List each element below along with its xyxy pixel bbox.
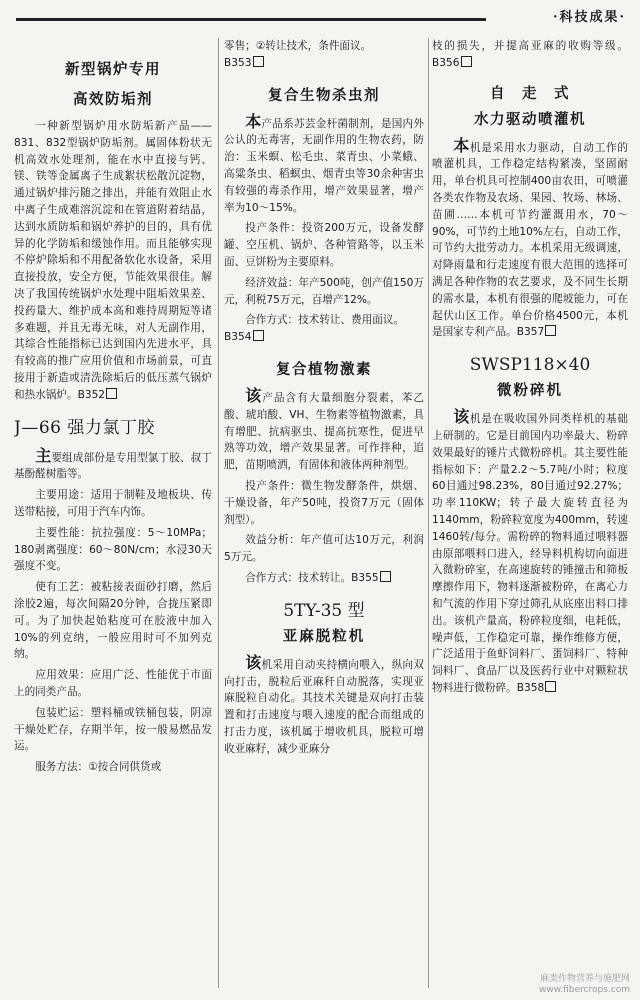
paragraph: 投产条件：投资200万元，设备发酵罐、空压机、锅炉、各种管路等，以玉米面、豆饼粉为主要原料。	[224, 222, 424, 268]
drop-cap: 主	[35, 445, 52, 465]
paragraph	[224, 652, 424, 758]
article-chloroprene-glue	[14, 418, 212, 776]
paragraph-text: 机是在吸收国外同类样机的基础上研制的。它是目前国内功率最大、粉碎效果最好的锤片式微粉碎机。其主要性能指标如下：产量2.2～5.7吨/小时；粒度60目通过98.23%，80目通过92.27%；功率110KW；转子最大旋转直径为1140mm，粉碎粒宽度为400mm，转速1460转/每分。需粉碎的物料通过喂料器由原部喂料口进入，经导料机构切向面进入微粉碎室，在高速旋转的锤撞击和筛板摩擦作用下，物料逐渐被粉碎，在离心力和气流的作用下穿过筛孔从底座出料口排出。该机产量高，粉碎粒度细，电耗低，噪声低，工作稳定可靠，操作维修方便，广泛适用于鱼虾饲料厂、蛋饲料厂、特种饲料厂、食品厂以及医药行业中对颗粒状物料进行微粉碎。	[432, 413, 628, 694]
column-divider	[428, 38, 429, 988]
paragraph: 效益分析：年产值可达10万元，利润5万元。	[224, 534, 424, 564]
article-code: B353	[224, 56, 252, 69]
article-title: 复合植物激素	[276, 360, 372, 378]
column-divider	[218, 38, 219, 988]
article-antiscale-agent	[14, 60, 212, 404]
watermark-line-2: www.fibercrops.com	[539, 985, 630, 995]
article-code: B354	[224, 331, 252, 344]
article-sprinkler	[432, 84, 628, 342]
paragraph: 包装贮运：塑料桶或铁桶包装，阴凉干燥处贮存，存期半年，按一般易燃品发运。	[14, 706, 212, 753]
drop-cap: 该	[245, 385, 263, 405]
paragraph: 经济效益：年产500吨，创产值150万元，利税75万元，百增产12%。	[224, 276, 424, 306]
paragraph	[224, 312, 424, 346]
paragraph	[432, 135, 628, 342]
model-number: SWSP118×40	[469, 355, 591, 376]
paragraph: 应用效果：应用广泛、性能优于市面上的同类产品。	[14, 669, 212, 698]
watermark-line-1: 麻类作物营养与施肥网	[539, 974, 630, 984]
article-plant-hormone	[224, 360, 424, 587]
continued-text	[432, 38, 628, 72]
article-bio-insecticide	[224, 86, 424, 346]
column-2	[224, 38, 424, 988]
article-code: B352	[77, 388, 106, 401]
title-line-2: 水力驱动喷灌机	[474, 110, 586, 128]
paragraph-text: 枝的损失，并提高亚麻的收购等级。	[432, 40, 628, 52]
end-box	[106, 388, 117, 399]
article-title	[14, 60, 212, 110]
paragraph-text: 要组成部份是专用型氯丁胶、叔丁基酚醛树脂等。	[14, 451, 212, 481]
column-3	[432, 38, 628, 988]
end-box	[253, 330, 264, 341]
title-line-2: 高效防垢剂	[73, 91, 153, 108]
title-line-1: 自 走 式	[490, 84, 570, 102]
paragraph-text: 零售；②转让技术，条件面议。	[224, 40, 372, 52]
article-title: 复合生物杀虫剂	[268, 86, 380, 104]
paragraph-text: 机采用自动夹持横向喂入，纵向双向打击，脱粒后亚麻秆自动脱落，实现亚麻脱粒自动化。其技术关键是双向打击装置和打击速度与喂入速度的配合而组成的打击力度，该机属于增收机具，脱粒可增收亚麻籽，减少亚麻分	[224, 658, 424, 755]
model-number: 5TY-35 型	[283, 600, 365, 621]
article-code: B358	[516, 681, 545, 694]
article-flax-thresher	[224, 601, 424, 758]
title-line: 亚麻脱粒机	[282, 627, 366, 645]
paragraph-text: 产品系苏芸金杆菌制剂，是国内外公认的无毒害，无副作用的生物农药，防治：玉米螟、松毛虫、菜青虫、小菜蛾、高粱条虫、稻螟虫、烟青虫等30余种害虫有较强的毒杀作用，增产效果显著，增产率为10～15%。	[224, 117, 424, 214]
end-box	[253, 56, 264, 67]
article-code: B357	[516, 326, 545, 339]
paragraph-text: 机是采用水力驱动，自动工作的喷灌机具，工作稳定结构紧凑，坚固耐用，单台机具可控制400亩农田，可喷灌各类农作物及农场、果园、牧场、林场、苗圃……本机可节约灌溉用水，70～90%，可节约土地10%左右，自动工作，可节约大批劳动力。本机采用无级调速，对降雨量和行走速度有很大范围的选择可满足各种作物的农艺要求，及不同生长期的需水量，本机有很强的爬坡能力，可在起伏山区工作。单台价格4500元，本机是国家专利产品。	[432, 141, 628, 339]
paragraph	[224, 385, 424, 474]
paragraph: 一种新型锅炉用水防垢新产品——831、832型锅炉防垢剂。属固体粉状无机高效水处理剂，能在水中直接与钙、镁、铁等金属离子生成絮状松散沉淀物，通过锅炉排污随之排出，并能有效阻止水中离子生成难溶沉淀和在管道附着结晶，达到水质防垢和锅炉养护的目的，具有优异的化学防垢和缓蚀作用。而且能够实现不停炉除垢和不用配备软化水设备，采用直接投放，安全方便，节能效果很佳。解决了我国传统锅炉水处理中阻垢效果差、投药量大、维护成本高和难持周期短等诸多难题，并且无毒无味，对人无副作用，其综合性能指标已达到国内先进水平，具有较高的推广应用价值和市场前景，可直接用于新造或清洗除垢后的低压蒸气锅炉和热水锅炉。	[14, 120, 212, 401]
drop-cap: 该	[453, 407, 470, 427]
end-box	[545, 325, 556, 336]
end-box	[380, 571, 391, 582]
continued-text	[224, 38, 424, 72]
paragraph-text: 产品含有大量细胞分裂素，苯乙酸、琥珀酸、VH、生物素等植物激素，具有增肥、抗病驱虫、提高抗寒性，促进早熟等功效，增产效果显著。可作拌种，追肥，苗期喷洒，有固体和液体两种剂型。	[224, 391, 424, 472]
paragraph	[14, 445, 212, 484]
paragraph: 投产条件：微生物发酵条件，烘烟、干燥设备，年产50吨，投资7万元（固体剂型）。	[224, 479, 424, 526]
watermark	[539, 974, 630, 996]
paragraph-text: 合作方式：技术转让、费用面议。	[245, 314, 405, 327]
paragraph	[432, 409, 628, 697]
article-body	[14, 118, 212, 404]
drop-cap: 本	[453, 135, 470, 155]
paragraph: 使有工艺：被粘接表面砂打磨，然后涂胶2遍，每次间隔20分钟，合拢压紧即可。为了加快起始粘度可在胶液中加入10%的列克纳，一般应用时可不加列克纳。	[14, 581, 212, 661]
article-code: B356	[432, 56, 460, 69]
paragraph: 主要用途：适用于制鞋及地板块、传送带粘接，可用于汽车内饰。	[14, 489, 212, 518]
paragraph	[224, 570, 424, 587]
drop-cap: 该	[245, 652, 262, 672]
title-line: 微粉碎机	[497, 382, 563, 400]
paragraph	[224, 111, 424, 217]
article-title	[432, 355, 628, 401]
column-1	[14, 38, 212, 988]
title-line-1: 新型锅炉专用	[65, 61, 161, 78]
paragraph: 服务方法：①按合同供货或	[35, 761, 162, 774]
article-code: B355	[351, 571, 379, 584]
article-micro-pulverizer	[432, 355, 628, 697]
end-box	[545, 681, 556, 692]
end-box	[461, 56, 472, 67]
paragraph-text: 合作方式：技术转让。	[245, 571, 352, 584]
article-title	[224, 601, 424, 647]
header-rule	[16, 18, 486, 21]
paragraph: 主要性能：抗拉强度：5～10MPa；180剥离强度：60～80N/cm；水浸30天强度不变。	[14, 526, 212, 573]
article-title	[432, 84, 628, 130]
article-title: J—66 强力氯丁胶	[14, 417, 155, 438]
section-label: ·科技成果·	[552, 10, 626, 25]
drop-cap: 本	[245, 111, 262, 131]
